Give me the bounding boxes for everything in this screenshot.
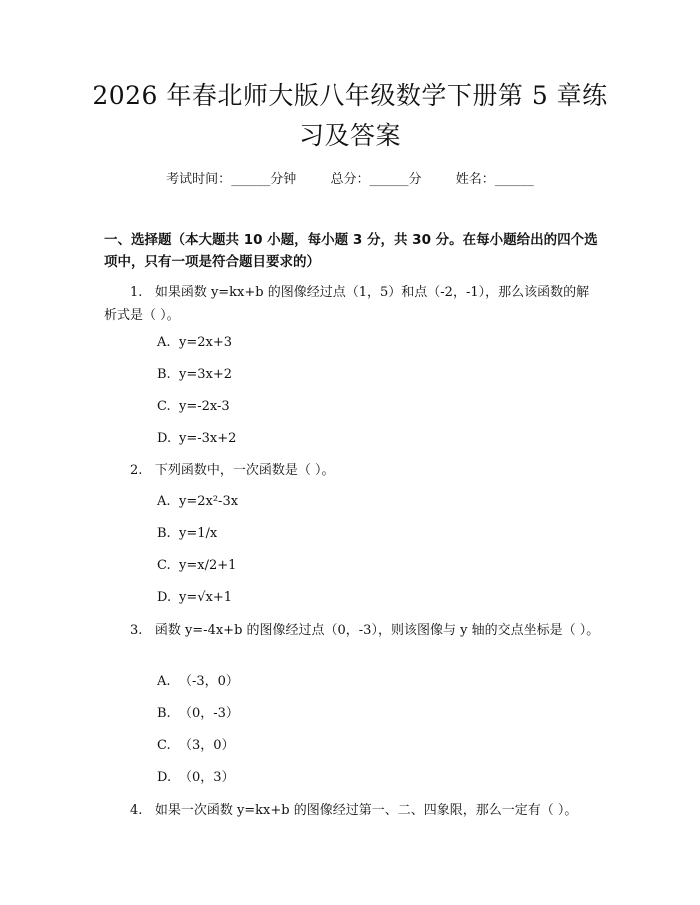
- name-blank: ______: [494, 172, 534, 187]
- question-number: 3.: [130, 623, 143, 638]
- option-2a: A. y=2x²-3x: [157, 494, 239, 509]
- score-unit: 分: [408, 172, 422, 187]
- question-text: 如果一次函数 y=kx+b 的图像经过第一、二、四象限，那么一定有（ ）。: [154, 803, 578, 818]
- section-heading: 一、选择题（本大题共 10 小题，每小题 3 分，共 30 分。在每小题给出的四个选项中，只有一项是符合题目要求的）: [104, 232, 598, 270]
- title-line-2: 习及答案: [298, 121, 401, 150]
- option-3b: B. （0，-3）: [157, 706, 239, 721]
- document-title: [60, 76, 640, 156]
- title-line-1: 2026 年春北师大版八年级数学下册第 5 章练: [92, 81, 608, 110]
- option-1a: A. y=2x+3: [157, 335, 233, 350]
- option-3a: A. （-3，0）: [157, 674, 239, 689]
- question-text: 下列函数中，一次函数是（ ）。: [154, 463, 335, 478]
- question-text: 函数 y=-4x+b 的图像经过点（0，-3），则该图像与 y 轴的交点坐标是（ ）。: [154, 623, 600, 638]
- option-2b: B. y=1/x: [157, 526, 218, 541]
- name-label: 姓名：: [455, 172, 495, 187]
- question-4: [104, 799, 600, 822]
- question-text: 如果函数 y=kx+b 的图像经过点（1，5）和点（-2，-1），那么该函数的解析式是（ ）。: [104, 285, 590, 323]
- question-2: [104, 459, 600, 482]
- option-3d: D. （0，3）: [157, 770, 235, 785]
- time-label: 考试时间：: [166, 172, 232, 187]
- option-3c: C. （3，0）: [157, 738, 235, 753]
- question-number: 2.: [130, 463, 143, 478]
- option-1c: C. y=-2x-3: [157, 399, 230, 414]
- exam-info-line: [0, 168, 700, 187]
- option-1b: B. y=3x+2: [157, 367, 233, 382]
- time-blank: ______: [231, 172, 271, 187]
- question-number: 4.: [130, 803, 143, 818]
- time-unit: 分钟: [270, 172, 297, 187]
- score-label: 总分：: [330, 172, 370, 187]
- question-number: 1.: [130, 285, 143, 300]
- option-2c: C. y=x/2+1: [157, 558, 237, 573]
- option-1d: D. y=-3x+2: [157, 431, 237, 446]
- question-3: [104, 619, 600, 642]
- score-blank: ______: [369, 172, 409, 187]
- question-1: [104, 281, 600, 327]
- option-2d: D. y=√x+1: [157, 590, 233, 605]
